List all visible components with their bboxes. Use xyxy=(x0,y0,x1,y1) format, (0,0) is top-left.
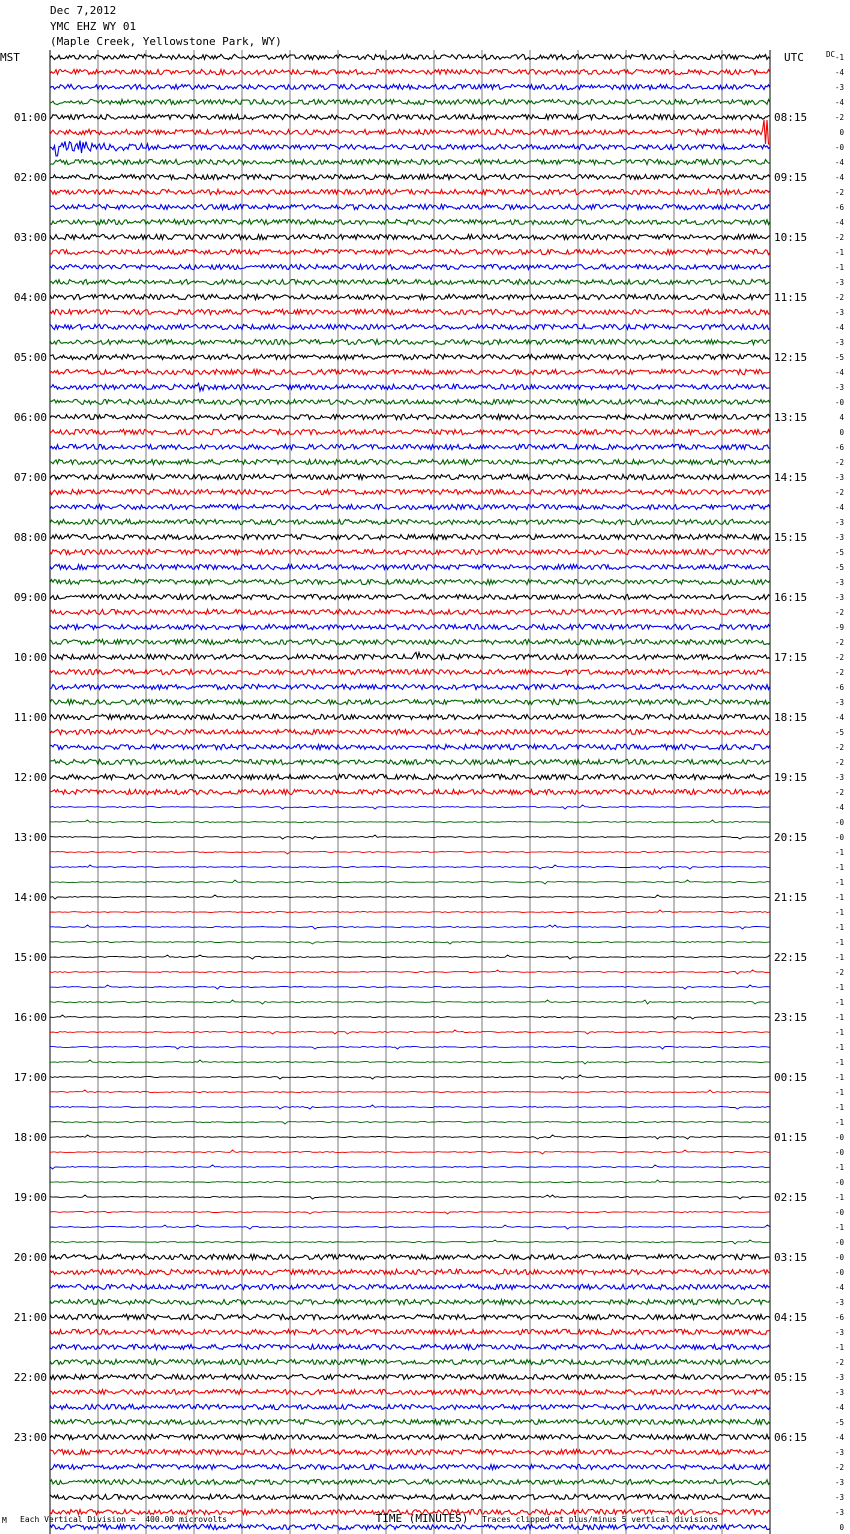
seismogram-trace xyxy=(50,54,770,59)
dc-offset-label: -1 xyxy=(834,1013,844,1022)
dc-offset-label: -3 xyxy=(834,1328,844,1337)
dc-offset-label: -6 xyxy=(834,1313,844,1322)
seismogram-trace xyxy=(50,1344,770,1349)
seismogram-trace xyxy=(50,895,770,899)
seismogram-trace xyxy=(50,219,770,224)
dc-offset-label: -3 xyxy=(834,1373,844,1382)
seismogram-trace xyxy=(50,835,770,839)
utc-hour-label: 14:15 xyxy=(774,471,808,484)
dc-offset-label: -2 xyxy=(834,293,844,302)
seismogram-trace xyxy=(50,1329,770,1334)
seismogram-trace xyxy=(50,1390,770,1395)
utc-hour-label: 21:15 xyxy=(774,891,808,904)
seismogram-trace xyxy=(50,729,770,734)
seismogram-trace xyxy=(50,489,770,494)
seismogram-trace xyxy=(50,942,770,945)
dc-offset-label: 4 xyxy=(839,413,844,422)
mst-hour-label: 21:00 xyxy=(13,1311,47,1324)
seismogram-trace xyxy=(50,852,770,855)
dc-offset-label: -2 xyxy=(834,188,844,197)
seismogram-trace xyxy=(50,1254,770,1259)
dc-offset-label: -5 xyxy=(834,563,844,572)
dc-offset-label: -1 xyxy=(834,1118,844,1127)
dc-offset-label: -3 xyxy=(834,83,844,92)
dc-offset-label: -0 xyxy=(834,833,844,842)
dc-offset-label: -3 xyxy=(834,383,844,392)
dc-offset-label: -0 xyxy=(834,1148,844,1157)
dc-offset-label: -4 xyxy=(834,503,844,512)
mst-hour-label: 07:00 xyxy=(13,471,47,484)
seismogram-trace xyxy=(50,1060,770,1064)
seismogram-trace xyxy=(50,1212,770,1215)
seismogram-trace xyxy=(50,1314,770,1319)
dc-offset-label: -1 xyxy=(834,1028,844,1037)
mst-hour-label: 19:00 xyxy=(13,1191,47,1204)
dc-offset-label: -6 xyxy=(834,683,844,692)
seismogram-trace xyxy=(50,444,770,449)
seismogram-trace xyxy=(50,99,770,104)
dc-offset-label: -6 xyxy=(834,443,844,452)
seismogram-trace xyxy=(50,1464,770,1469)
dc-offset-label: -2 xyxy=(834,743,844,752)
utc-hour-label: 18:15 xyxy=(774,711,808,724)
seismogram-trace xyxy=(50,925,770,929)
seismogram-trace xyxy=(50,1240,770,1244)
seismogram-trace xyxy=(50,534,770,539)
utc-hour-label: 08:15 xyxy=(774,111,808,124)
dc-offset-label: -1 xyxy=(834,1088,844,1097)
dc-offset-label: -0 xyxy=(834,818,844,827)
seismogram-trace xyxy=(50,1150,770,1154)
station-location: (Maple Creek, Yellowstone Park, WY) xyxy=(50,35,282,48)
utc-hour-label: 04:15 xyxy=(774,1311,808,1324)
dc-offset-label: -0 xyxy=(834,1268,844,1277)
dc-offset-label: -2 xyxy=(834,653,844,662)
mst-hour-label: 13:00 xyxy=(13,831,47,844)
dc-offset-label: -1 xyxy=(834,1073,844,1082)
dc-offset-label: -1 xyxy=(834,893,844,902)
seismogram-trace xyxy=(50,669,770,674)
seismogram-trace xyxy=(50,505,770,510)
seismogram-trace xyxy=(50,880,770,884)
seismogram-trace xyxy=(50,684,770,689)
seismogram-trace xyxy=(50,1359,770,1364)
seismogram-trace xyxy=(50,774,770,779)
seismogram-trace xyxy=(50,234,770,239)
dc-offset-label: -2 xyxy=(834,113,844,122)
mst-hour-label: 17:00 xyxy=(13,1071,47,1084)
mst-hour-label: 16:00 xyxy=(13,1011,47,1024)
utc-hour-label: 19:15 xyxy=(774,771,808,784)
dc-offset-label: -2 xyxy=(834,968,844,977)
seismogram-trace xyxy=(50,1404,770,1409)
dc-offset-label: -6 xyxy=(834,203,844,212)
seismogram-trace xyxy=(50,279,770,284)
utc-hour-label: 20:15 xyxy=(774,831,808,844)
dc-offset-label: -3 xyxy=(834,1493,844,1502)
seismogram-trace xyxy=(50,624,770,629)
dc-offset-label: -2 xyxy=(834,233,844,242)
dc-offset-label: -1 xyxy=(834,908,844,917)
seismogram-trace xyxy=(50,1015,770,1019)
mst-hour-label: 11:00 xyxy=(13,711,47,724)
utc-hour-label: 22:15 xyxy=(774,951,808,964)
seismogram-trace xyxy=(50,1374,770,1379)
utc-hour-label: 17:15 xyxy=(774,651,808,664)
seismogram-trace xyxy=(50,1494,770,1499)
seismogram-trace xyxy=(50,1195,770,1199)
seismogram-trace xyxy=(50,141,770,156)
dc-offset-label: -3 xyxy=(834,518,844,527)
dc-offset-label: -5 xyxy=(834,548,844,557)
dc-offset-label: -2 xyxy=(834,788,844,797)
seismogram-trace xyxy=(50,609,770,614)
utc-hour-label: 03:15 xyxy=(774,1251,808,1264)
dc-offset-label: -0 xyxy=(834,398,844,407)
seismogram-trace xyxy=(50,910,770,913)
seismogram-trace xyxy=(50,189,770,194)
seismogram-trace xyxy=(50,744,770,749)
dc-offset-label: -1 xyxy=(834,263,844,272)
seismogram-trace xyxy=(50,1105,770,1109)
dc-offset-label: -2 xyxy=(834,608,844,617)
seismogram-trace xyxy=(50,1090,770,1093)
mst-hour-label: 23:00 xyxy=(13,1431,47,1444)
seismogram-trace xyxy=(50,324,770,329)
dc-offset-label: -5 xyxy=(834,353,844,362)
dc-offset-label: -2 xyxy=(834,638,844,647)
dc-offset-label: -3 xyxy=(834,338,844,347)
x-axis-title: TIME (MINUTES) xyxy=(375,1512,469,1525)
seismogram-trace xyxy=(50,204,770,209)
seismogram-trace xyxy=(50,1299,770,1304)
seismogram-trace xyxy=(50,114,770,119)
mst-hour-label: 09:00 xyxy=(13,591,47,604)
dc-offset-label: -3 xyxy=(834,1508,844,1517)
seismogram-trace xyxy=(50,699,770,704)
dc-offset-label: -4 xyxy=(834,1403,844,1412)
seismogram-trace xyxy=(50,1284,770,1289)
seismogram-trace xyxy=(50,399,770,404)
seismogram-trace xyxy=(50,84,770,89)
utc-hour-label: 23:15 xyxy=(774,1011,808,1024)
seismogram-trace xyxy=(50,1434,770,1439)
dc-offset-label: -3 xyxy=(834,308,844,317)
dc-offset-label: -0 xyxy=(834,1178,844,1187)
corner-mark: M xyxy=(2,1516,7,1525)
dc-offset-label: -2 xyxy=(834,758,844,767)
dc-offset-label: -5 xyxy=(834,1418,844,1427)
seismogram-trace xyxy=(50,174,770,179)
seismogram-trace xyxy=(50,69,770,74)
mst-hour-label: 22:00 xyxy=(13,1371,47,1384)
seismogram-trace xyxy=(50,1419,770,1424)
dc-offset-label: -9 xyxy=(834,623,844,632)
mst-hour-label: 03:00 xyxy=(13,231,47,244)
dc-offset-label: 0 xyxy=(839,1523,844,1532)
dc-offset-label: -1 xyxy=(834,938,844,947)
seismogram-trace xyxy=(50,1000,770,1004)
dc-offset-label: -2 xyxy=(834,488,844,497)
utc-hour-label: 16:15 xyxy=(774,591,808,604)
seismogram-trace xyxy=(50,1165,770,1169)
dc-offset-label: -1 xyxy=(834,983,844,992)
dc-offset-label: -1 xyxy=(834,1058,844,1067)
seismogram-trace xyxy=(50,369,770,374)
dc-offset-label: -4 xyxy=(834,218,844,227)
seismogram-trace xyxy=(50,1180,770,1183)
seismogram-trace xyxy=(50,1135,770,1139)
dc-offset-label: -0 xyxy=(834,1253,844,1262)
dc-offset-label: -1 xyxy=(834,953,844,962)
utc-hour-label: 06:15 xyxy=(774,1431,808,1444)
plot-date: Dec 7,2012 xyxy=(50,4,117,17)
seismogram-trace xyxy=(50,549,770,554)
seismogram-trace xyxy=(50,1030,770,1034)
dc-offset-label: -1 xyxy=(834,1103,844,1112)
utc-hour-label: 10:15 xyxy=(774,231,808,244)
dc-header-label: DC xyxy=(826,50,836,59)
seismogram-trace xyxy=(50,1524,770,1529)
utc-hour-label: 13:15 xyxy=(774,411,808,424)
dc-offset-label: -0 xyxy=(834,1238,844,1247)
dc-offset-label: -2 xyxy=(834,458,844,467)
dc-offset-label: -4 xyxy=(834,98,844,107)
dc-offset-label: -4 xyxy=(834,803,844,812)
dc-offset-label: -4 xyxy=(834,173,844,182)
mst-hour-label: 20:00 xyxy=(13,1251,47,1264)
dc-offset-label: -4 xyxy=(834,1433,844,1442)
utc-hour-label: 00:15 xyxy=(774,1071,808,1084)
seismogram-trace xyxy=(50,639,770,644)
dc-offset-label: -1 xyxy=(834,863,844,872)
utc-hour-label: 01:15 xyxy=(774,1131,808,1144)
dc-offset-label: -1 xyxy=(834,998,844,1007)
seismogram-trace xyxy=(50,579,770,584)
dc-offset-label: -4 xyxy=(834,713,844,722)
utc-hour-label: 02:15 xyxy=(774,1191,808,1204)
seismogram-trace xyxy=(50,414,770,419)
seismogram-trace xyxy=(50,714,770,719)
dc-offset-label: -3 xyxy=(834,1478,844,1487)
seismogram-trace xyxy=(50,1122,770,1125)
mst-hour-label: 02:00 xyxy=(13,171,47,184)
dc-offset-label: -3 xyxy=(834,1388,844,1397)
dc-offset-label: -3 xyxy=(834,533,844,542)
seismogram-trace xyxy=(50,459,770,464)
dc-offset-label: -3 xyxy=(834,593,844,602)
dc-offset-label: -1 xyxy=(834,1343,844,1352)
dc-offset-label: -2 xyxy=(834,1463,844,1472)
seismogram-trace xyxy=(50,159,770,164)
seismogram-trace xyxy=(50,594,770,599)
seismogram-trace xyxy=(50,429,770,434)
dc-offset-label: -3 xyxy=(834,1448,844,1457)
dc-offset-label: -4 xyxy=(834,1283,844,1292)
mst-hour-label: 04:00 xyxy=(13,291,47,304)
seismogram-trace xyxy=(50,474,770,479)
dc-offset-label: -4 xyxy=(834,368,844,377)
mst-hour-label: 14:00 xyxy=(13,891,47,904)
mst-hour-label: 15:00 xyxy=(13,951,47,964)
dc-offset-label: -1 xyxy=(834,1223,844,1232)
seismogram-trace xyxy=(50,805,770,809)
utc-hour-label: 11:15 xyxy=(774,291,808,304)
dc-offset-label: -4 xyxy=(834,158,844,167)
seismogram-trace xyxy=(50,519,770,524)
seismogram-trace xyxy=(50,354,770,359)
mst-hour-label: 08:00 xyxy=(13,531,47,544)
dc-offset-label: -2 xyxy=(834,668,844,677)
dc-offset-label: -3 xyxy=(834,1298,844,1307)
dc-offset-label: -2 xyxy=(834,1358,844,1367)
seismogram-trace xyxy=(50,294,770,299)
dc-offset-label: -3 xyxy=(834,578,844,587)
dc-offset-label: -5 xyxy=(834,728,844,737)
seismogram-trace xyxy=(50,249,770,254)
seismogram-trace xyxy=(50,1075,770,1079)
seismogram-trace xyxy=(50,970,770,974)
seismogram-trace xyxy=(50,820,770,823)
seismogram-trace xyxy=(50,339,770,344)
dc-offset-label: -0 xyxy=(834,1133,844,1142)
dc-offset-label: -0 xyxy=(834,1208,844,1217)
dc-offset-label: -1 xyxy=(834,53,844,62)
dc-offset-label: -4 xyxy=(834,323,844,332)
seismogram-trace xyxy=(50,564,770,569)
seismogram-trace xyxy=(50,789,770,794)
mst-hour-label: 01:00 xyxy=(13,111,47,124)
dc-offset-label: -0 xyxy=(834,143,844,152)
seismogram-trace xyxy=(50,120,770,144)
dc-offset-label: -1 xyxy=(834,878,844,887)
utc-hour-label: 05:15 xyxy=(774,1371,808,1384)
seismogram-trace xyxy=(50,1047,770,1050)
dc-offset-label: -1 xyxy=(834,248,844,257)
dc-offset-label: -3 xyxy=(834,473,844,482)
dc-offset-label: -1 xyxy=(834,1163,844,1172)
dc-offset-label: -1 xyxy=(834,1193,844,1202)
dc-offset-label: -1 xyxy=(834,848,844,857)
dc-offset-label: -1 xyxy=(834,923,844,932)
mst-label: MST xyxy=(0,51,20,64)
dc-offset-label: -3 xyxy=(834,698,844,707)
station-name: YMC EHZ WY 01 xyxy=(50,20,137,33)
dc-offset-label: 0 xyxy=(839,428,844,437)
seismogram-trace xyxy=(50,955,770,959)
seismogram-trace xyxy=(50,1449,770,1454)
mst-hour-label: 05:00 xyxy=(13,351,47,364)
mst-hour-label: 10:00 xyxy=(13,651,47,664)
mst-hour-label: 06:00 xyxy=(13,411,47,424)
utc-label: UTC xyxy=(784,51,804,64)
seismogram-trace xyxy=(50,1269,770,1274)
seismogram-trace xyxy=(50,309,770,314)
seismogram-trace xyxy=(50,383,770,391)
utc-hour-label: 09:15 xyxy=(774,171,808,184)
mst-hour-label: 12:00 xyxy=(13,771,47,784)
mst-hour-label: 18:00 xyxy=(13,1131,47,1144)
seismogram-trace xyxy=(50,985,770,989)
dc-offset-label: -1 xyxy=(834,1043,844,1052)
seismogram-trace xyxy=(50,1479,770,1484)
dc-offset-label: 0 xyxy=(839,128,844,137)
scale-note: Each Vertical Division = 400.00 microvolts xyxy=(20,1515,228,1524)
seismogram-trace xyxy=(50,1225,770,1229)
seismogram-trace xyxy=(50,759,770,764)
dc-offset-label: -4 xyxy=(834,68,844,77)
dc-offset-label: -3 xyxy=(834,278,844,287)
seismogram-trace xyxy=(50,264,770,269)
dc-offset-label: -3 xyxy=(834,773,844,782)
utc-hour-label: 15:15 xyxy=(774,531,808,544)
clip-note: Traces clipped at plus/minus 5 vertical divisions xyxy=(482,1515,719,1524)
seismogram-trace xyxy=(50,865,770,869)
utc-hour-label: 12:15 xyxy=(774,351,808,364)
seismogram-trace xyxy=(50,652,770,659)
